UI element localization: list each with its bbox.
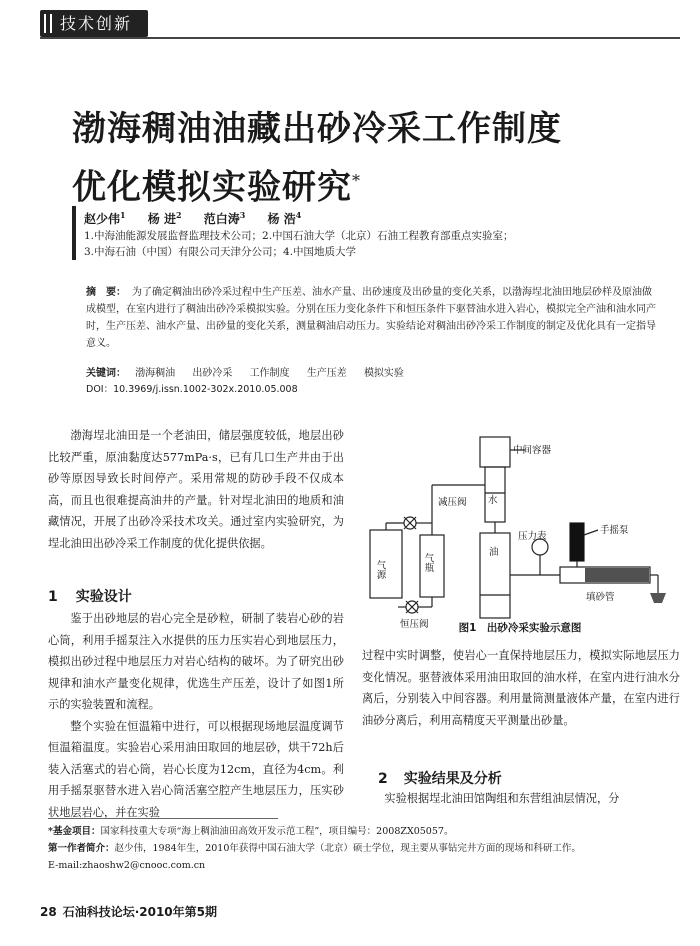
figure-caption: 图1 出砂冷采实验示意图 (458, 622, 582, 634)
label-water: 水 (488, 495, 498, 506)
experiment-schematic (360, 425, 680, 645)
column-2-paragraph: 过程中实时调整，使岩心一直保持地层压力，模拟实际地层压力变化情况。驱替液体采用油田取回的油水样，在室内进行油水分离后，分别装入中间容器。利用量筒测量液体产量，在室内进行油砂分离后，利用高精度天平测量出砂量。 (362, 649, 680, 727)
journal-issue: 石油科技论坛·2010年第5期 (62, 905, 218, 919)
article-title (72, 103, 632, 213)
page-number: 28 (40, 905, 57, 919)
keyword: 生产压差 (306, 368, 347, 379)
keyword: 出砂冷采 (192, 368, 233, 379)
keyword: 模拟实验 (363, 368, 404, 379)
doi: DOI：10.3969/j.issn.1002-302x.2010.05.008 (86, 384, 298, 395)
keyword: 工作制度 (249, 368, 290, 379)
label-oil: 油 (489, 547, 499, 558)
label-gauge: 压力表 (518, 531, 547, 542)
keywords-label: 关键词： (86, 368, 126, 379)
author-1: 赵少伟$^1$ (84, 210, 126, 226)
label-pump: 手摇泵 (600, 525, 629, 536)
section-2-body: 实验根据埕北油田馆陶组和东营组油层情况，分 (384, 792, 620, 805)
label-gas-bottle: 气瓶 (422, 553, 434, 572)
keywords (86, 364, 661, 379)
author-list (84, 206, 684, 228)
label-reducer: 减压阀 (438, 497, 467, 508)
label-gas-source: 气源 (374, 560, 386, 579)
footnotes (48, 823, 688, 874)
author-2: 杨 进$^2$ (147, 210, 182, 226)
author-email: E-mail:zhaoshw2@cnooc.com.cn (48, 860, 206, 871)
abstract (86, 284, 661, 352)
intermediate-container-top (480, 437, 510, 467)
title-line-1: 渤海稠油油藏出砂冷采工作制度 (72, 109, 562, 149)
section-label: 技术创新 (60, 14, 133, 33)
label-container: 中间容器 (513, 445, 552, 456)
section-2-heading (378, 768, 502, 788)
label-sand-tube: 填砂管 (586, 592, 615, 603)
title-footnote-mark: * (352, 171, 361, 190)
intro-paragraph: 渤海埕北油田是一个老油田，储层强度较低，地层出砂比较严重，原油黏度达577mPa·s，已有几口生产井由于出砂等原因导致长时间停产。采用常规的防砂手段不仅成本高，而且也很难提高油井的产量。针对埕北油田的地质和油藏情况，开展了出砂冷采技术攻关。通过室内实验研究，为埕北油田出砂冷采工作制度的优化提供依据。 (48, 429, 344, 550)
section-2-number: 2 (378, 771, 388, 787)
banner-bars-decoration (44, 14, 52, 33)
title-line-2: 优化模拟实验研究 (72, 167, 352, 208)
section-1-body (48, 608, 344, 823)
keyword: 渤海稠油 (135, 368, 176, 379)
section-1-paragraph-2: 整个实验在恒温箱中进行，可以根据现场地层温度调节恒温箱温度。实验岩心采用油田取回的地层砂，烘干72h后装入活塞式的岩心筒，岩心长度为12cm，直径为4cm。利用手摇泵驱替水进入岩心筒活塞空腔产生地层压力，压实砂状地层岩心，并在实验 (48, 719, 344, 819)
author-3: 范白涛$^3$ (203, 210, 246, 226)
section-1-heading (48, 586, 132, 606)
abstract-label: 摘 要： (86, 287, 126, 298)
header-rule (40, 37, 680, 39)
label-regulator: 恒压阀 (400, 619, 429, 630)
section-banner (40, 10, 148, 37)
author-4: 杨 浩$^4$ (267, 210, 302, 226)
section-1-title: 实验设计 (75, 589, 132, 605)
affiliation-line-2: 3.中海石油（中国）有限公司天津分公司；4.中国地质大学 (84, 246, 357, 258)
funding-note: *基金项目：国家科技重大专项“海上稠油油田高效开发示范工程”，项目编号：2008ZX05057。 (48, 826, 454, 837)
section-2-title: 实验结果及分析 (403, 771, 502, 787)
abstract-text: 为了确定稠油出砂冷采过程中生产压差、油水产量、出砂速度及出砂量的变化关系，以渤海埕北油田地层砂样及原油做成模型，在室内进行了稠油出砂冷采模拟实验。分别在压力变化条件下和恒压条件下驱替油水进入岩心，模拟完全产油和油水同产时，生产压差、油水产量、出砂量的变化关系，测量稠油启动压力。实验结论对稠油出砂冷采工作制度的制定及优化具有一定指导意义。 (86, 287, 656, 349)
affiliation-line-1: 1.中海油能源发展监督监理技术公司；2.中国石油大学（北京）石油工程教育部重点实验室； (84, 230, 514, 242)
section-1-paragraph-1: 鉴于出砂地层的岩心完全是砂粒，研制了装岩心砂的岩心筒，利用手摇泵注入水提供的压力压实岩心到地层压力，模拟出砂过程中地层压力对岩心结构的破坏。为了研究出砂规律和油水产量变化规律，优选生产压差，设计了如图1所示的实验装置和流程。 (48, 612, 344, 711)
author-note: 第一作者简介：赵少伟，1984年生，2010年获得中国石油大学（北京）硕士学位，现主要从事钻完井方面的现场和科研工作。 (48, 843, 581, 854)
footnote-rule (48, 818, 278, 819)
oil-container (480, 533, 510, 618)
author-block (72, 206, 684, 260)
page-footer (40, 903, 217, 920)
outlet-funnel (650, 593, 666, 603)
section-1-number: 1 (48, 589, 58, 605)
